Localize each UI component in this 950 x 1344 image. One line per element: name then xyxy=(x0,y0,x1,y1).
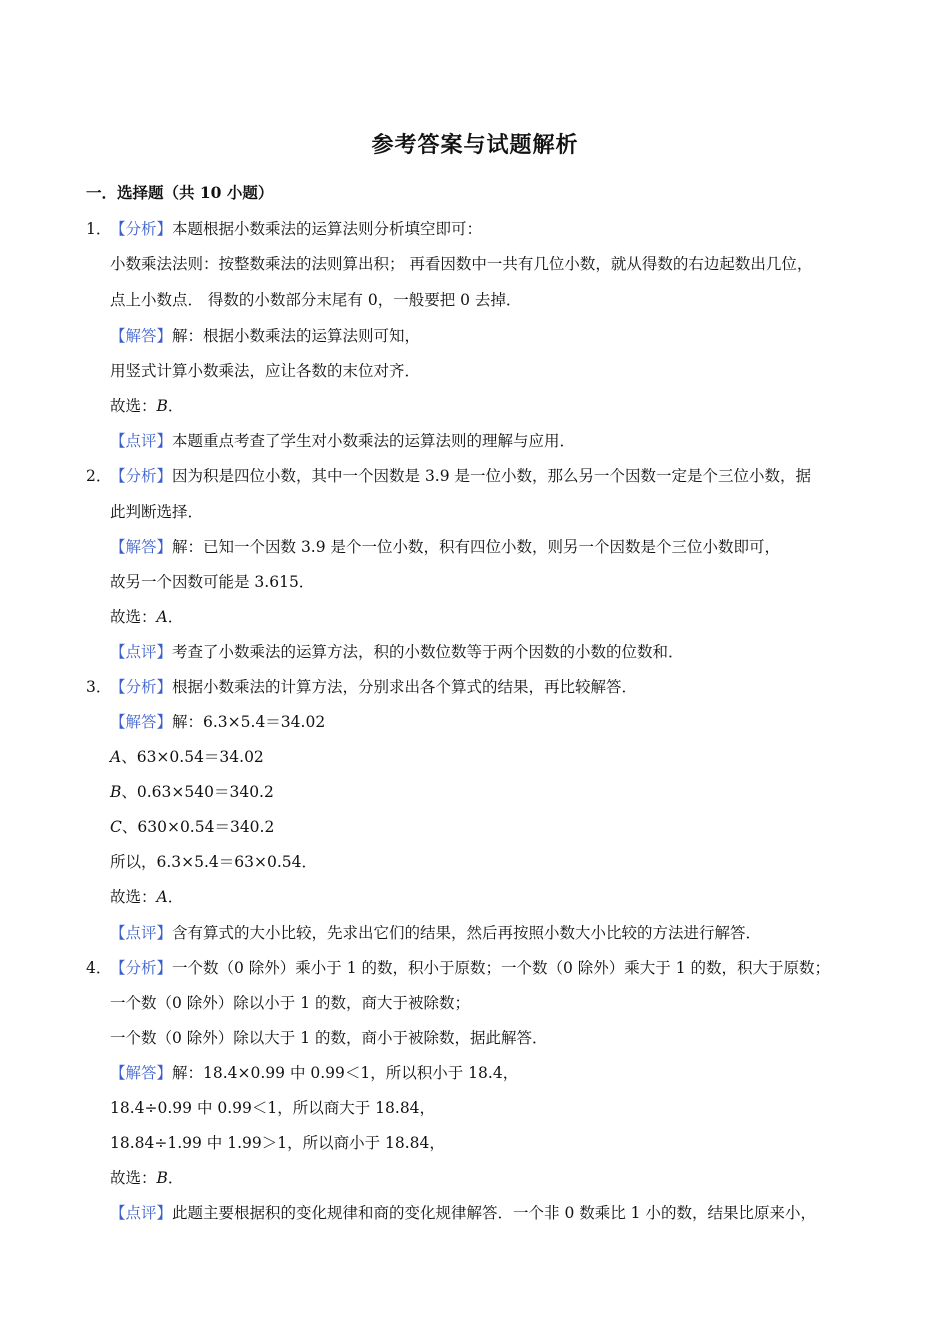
analysis-text: 因为积是四位小数，其中一个因数是 3.9 是一位小数，那么另一个因数一定是个三位小数，据 xyxy=(172,467,812,485)
answer-text: 解：根据小数乘法的运算法则可知， xyxy=(172,327,421,345)
analysis-label: 【分析】 xyxy=(110,220,173,238)
answer-text: 解：6.3×5.4＝34.02 xyxy=(172,713,326,731)
page-title: 参考答案与试题解析 xyxy=(371,132,579,158)
analysis-line xyxy=(110,218,482,240)
comment-label: 【点评】 xyxy=(110,432,173,450)
comment-label: 【点评】 xyxy=(110,643,173,661)
option-line xyxy=(110,746,264,768)
analysis-text: 小数乘法法则：按整数乘法的法则算出积； 再看因数中一共有几位小数，就从得数的右边起数出几位， xyxy=(110,255,813,273)
choice-prefix: 故选： xyxy=(110,608,157,626)
analysis-text: 一个数（0 除外）除以大于 1 的数，商小于被除数，据此解答． xyxy=(110,1029,548,1047)
analysis-text: 此判断选择． xyxy=(110,503,204,521)
question-number: 4． xyxy=(86,959,112,977)
section-heading: 一．选择题（共 10 小题） xyxy=(86,183,274,202)
option-text: 、63×0.54＝34.02 xyxy=(121,748,264,766)
analysis-text: 一个数（0 除外）乘小于 1 的数，积小于原数；一个数（0 除外）乘大于 1 的数，积大于原数； xyxy=(172,959,831,977)
question-number: 3． xyxy=(86,678,112,696)
answer-line xyxy=(110,1062,518,1084)
analysis-text: 本题根据小数乘法的运算法则分析填空即可： xyxy=(172,220,483,238)
answer-text: 18.4÷0.99 中 0.99＜1，所以商大于 18.84， xyxy=(110,1099,436,1117)
question-number: 1． xyxy=(86,220,112,238)
comment-label: 【点评】 xyxy=(110,1204,173,1222)
choice-line xyxy=(110,886,183,908)
analysis-text: 一个数（0 除外）除以小于 1 的数，商大于被除数； xyxy=(110,994,471,1012)
analysis-label: 【分析】 xyxy=(110,959,173,977)
answer-line xyxy=(110,711,325,733)
choice-line xyxy=(110,606,183,628)
answer-line xyxy=(110,536,780,558)
analysis-line xyxy=(110,676,637,698)
answer-text: 故另一个因数可能是 3.615． xyxy=(110,573,315,591)
comment-text: 考查了小数乘法的运算方法，积的小数位数等于两个因数的小数的位数和． xyxy=(172,643,684,661)
option-letter: A xyxy=(110,748,122,766)
answer-label: 【解答】 xyxy=(110,538,173,556)
comment-line xyxy=(110,1202,816,1224)
choice-suffix: ． xyxy=(167,397,184,415)
comment-text: 含有算式的大小比较，先求出它们的结果，然后再按照小数大小比较的方法进行解答． xyxy=(172,924,762,942)
answer-label: 【解答】 xyxy=(110,1064,173,1082)
choice-prefix: 故选： xyxy=(110,1169,157,1187)
choice-letter: A xyxy=(156,888,168,906)
choice-suffix: ． xyxy=(167,888,184,906)
answer-label: 【解答】 xyxy=(110,713,173,731)
analysis-text: 根据小数乘法的计算方法，分别求出各个算式的结果，再比较解答． xyxy=(172,678,638,696)
option-line xyxy=(110,816,274,838)
answer-line xyxy=(110,325,420,347)
answer-text: 所以，6.3×5.4＝63×0.54． xyxy=(110,853,318,871)
choice-letter: B xyxy=(156,397,168,415)
analysis-line xyxy=(110,957,830,979)
option-text: 、0.63×540＝340.2 xyxy=(121,783,274,801)
choice-letter: B xyxy=(156,1169,168,1187)
question-number: 2． xyxy=(86,467,112,485)
comment-line xyxy=(110,641,684,663)
comment-text: 此题主要根据积的变化规律和商的变化规律解答．一个非 0 数乘比 1 小的数，结果比原来小， xyxy=(172,1204,816,1222)
choice-suffix: ． xyxy=(167,608,184,626)
option-letter: B xyxy=(110,783,122,801)
option-line xyxy=(110,781,274,803)
option-text: 、630×0.54＝340.2 xyxy=(121,818,275,836)
choice-line xyxy=(110,395,183,417)
analysis-text: 点上小数点． 得数的小数部分末尾有 0，一般要把 0 去掉． xyxy=(110,291,522,309)
choice-prefix: 故选： xyxy=(110,397,157,415)
answer-text: 解：已知一个因数 3.9 是个一位小数，积有四位小数，则另一个因数是个三位小数即可， xyxy=(172,538,781,556)
comment-text: 本题重点考查了学生对小数乘法的运算法则的理解与应用． xyxy=(172,432,576,450)
comment-label: 【点评】 xyxy=(110,924,173,942)
analysis-line xyxy=(110,465,811,487)
option-letter: C xyxy=(110,818,122,836)
choice-line xyxy=(110,1167,183,1189)
analysis-label: 【分析】 xyxy=(110,467,173,485)
analysis-label: 【分析】 xyxy=(110,678,173,696)
choice-prefix: 故选： xyxy=(110,888,157,906)
choice-suffix: ． xyxy=(167,1169,184,1187)
answer-label: 【解答】 xyxy=(110,327,173,345)
comment-line xyxy=(110,430,575,452)
choice-letter: A xyxy=(156,608,168,626)
answer-text: 用竖式计算小数乘法，应让各数的末位对齐． xyxy=(110,362,421,380)
comment-line xyxy=(110,922,761,944)
answer-text: 解：18.4×0.99 中 0.99＜1，所以积小于 18.4， xyxy=(172,1064,519,1082)
answer-text: 18.84÷1.99 中 1.99＞1，所以商小于 18.84， xyxy=(110,1134,445,1152)
